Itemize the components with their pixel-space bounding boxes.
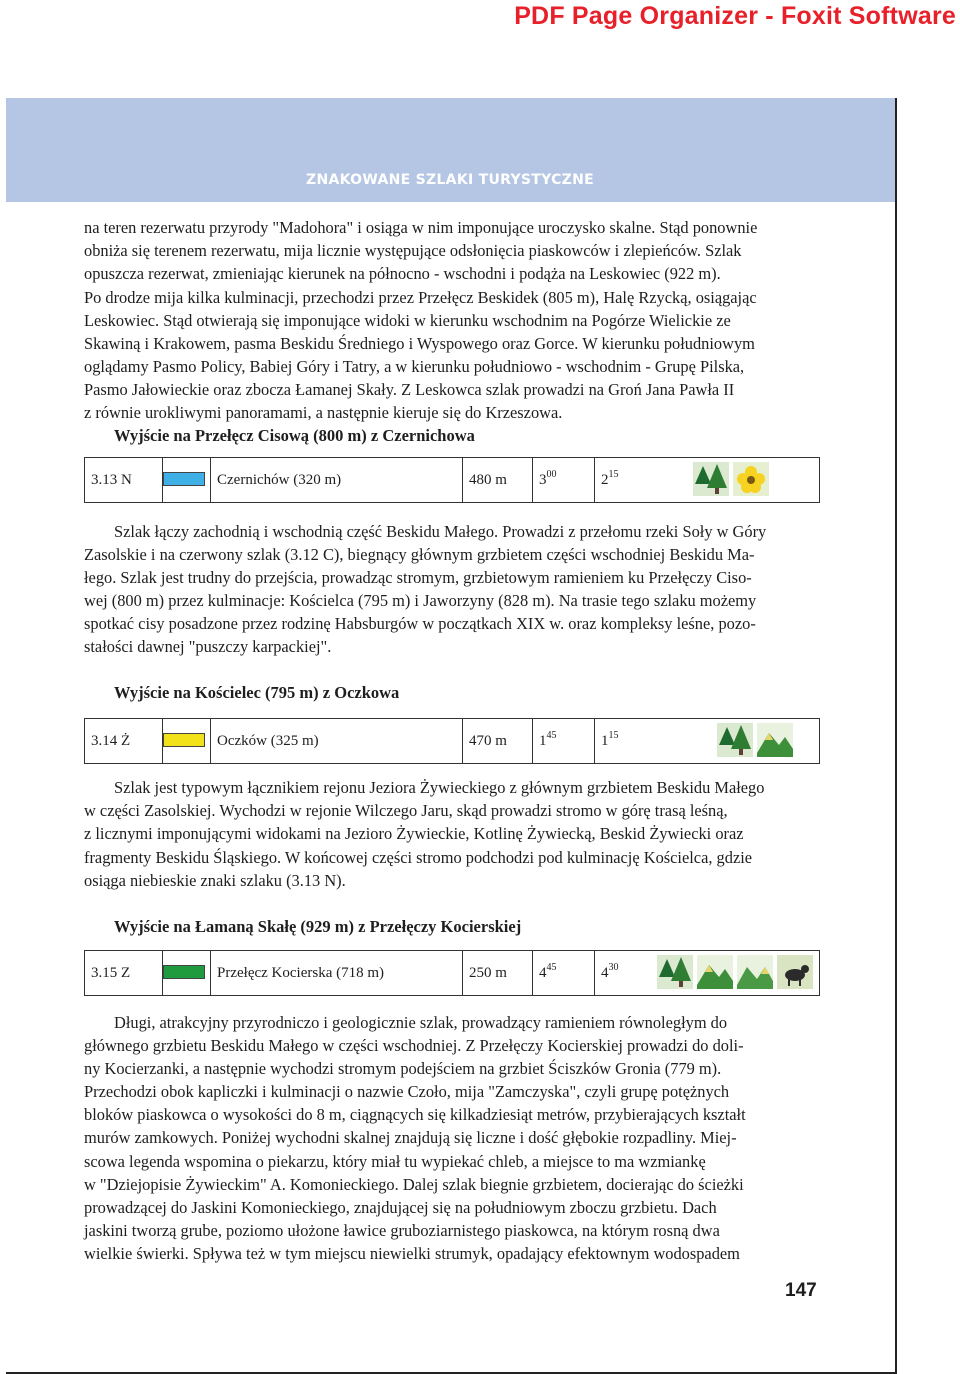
mountain-icon [757,723,793,757]
cell-text: Czernichów (320 m) [217,471,342,488]
trail-color-cell [163,951,211,995]
text-line: murów zamkowych. Poniżej wychodni skalnej znajdują się liczne i dość głębokie rozpadliny. Miej- [84,1128,737,1147]
text-line: obniża się terenem rezerwatu, mija licznie występujące odsłonięcia piaskowców i zlepieńców. Szlak [84,241,742,260]
trail-icons [657,955,813,989]
section-title: ZNAKOWANE SZLAKI TURYSTYCZNE [306,172,594,188]
trail-time-down [595,458,675,502]
trail-table-row [84,457,820,503]
text-line: Leskowiec. Stąd otwierają się imponujące widoki w kierunku wschodnim na Pogórze Wielickie ze [84,311,731,330]
trail-icons [717,723,793,757]
trail-time-down [595,719,675,763]
text-line: Przechodzi obok kapliczki i kulminacji o nazwie Czoło, mija "Zamczyska", czyli grupę potężnych [84,1082,730,1101]
mountain-icon [737,955,773,989]
trail-code [85,458,163,502]
text-line: Długi, atrakcyjny przyrodniczo i geologicznie szlak, prowadzący ramieniem równoległym do [114,1013,728,1032]
text-line: Szlak łączy zachodnią i wschodnią część Beskidu Małego. Prowadzi z przełomu rzeki Soły w Góry [114,522,767,541]
text-line: bloków piaskowca o wysokości do 8 m, ciągnących się kilkadziesiąt metrów, przybierających kształt [84,1105,746,1124]
text-line: na teren rezerwatu przyrody "Madohora" i osiąga w nim imponujące uroczysko skalne. Stąd ponownie [84,218,758,237]
section-heading: Wyjście na Kościelec (795 m) z Oczkowa [114,683,400,702]
trail-time-down [595,951,655,995]
cell-text: Przełęcz Kocierska (718 m) [217,964,385,981]
trail-elevation [463,951,533,995]
text-line: w "Dziejopisie Żywieckim" A. Komonieckiego. Dalej szlak biegnie grzbietem, docierając do ścieżki [84,1175,744,1194]
trail-color-cell [163,719,211,763]
animal-icon [777,955,813,989]
text-line: osiąga niebieskie znaki szlaku (3.13 N). [84,871,346,890]
trail-color-swatch [163,965,205,979]
cell-text: $2^{15}$ [601,468,619,488]
text-line: fragmenty Beskidu Śląskiego. W końcowej części stromo podchodzi pod kulminację Kościelca, gdzie [84,848,753,867]
cell-text: $1^{45}$ [539,729,557,749]
cell-text: 3.15 Z [91,964,131,981]
text-line: głównego grzbietu Beskidu Małego w części wschodniej. Z Przełęczy Kocierskiej prowadzi do doli- [84,1036,744,1055]
text-line: Pasmo Jałowieckie oraz zbocza Łamanej Skały. Z Leskowca szlak prowadzi na Groń Jana Pawła II [84,380,735,399]
text-line: prowadzącej do Jaskini Komonieckiego, znajdującej się na południowym zboczu grzbietu. Dach [84,1198,717,1217]
text-line: jaskini tworzą grube, poziomo ułożone ławice gruboziarnistego piaskowca, na którym rosną dwa [84,1221,720,1240]
cell-text: $3^{00}$ [539,468,557,488]
cell-text: $1^{15}$ [601,729,619,749]
trail-color-swatch [163,472,205,486]
app-title: PDF Page Organizer - Foxit Software [514,2,956,30]
tree-icon [657,955,693,989]
text-line: wielkie świerki. Spływa też w tym miejscu niewielki strumyk, opadający efektownym wodospadem [84,1244,740,1263]
text-line: w części Zasolskiej. Wychodzi w rejonie Wilczego Jaru, skąd prowadzi stromo w górę trasą leśną, [84,801,728,820]
text-line: opuszcza rezerwat, zmieniając kierunek na północno - wschodni i podąża na Leskowiec (922 m). [84,264,721,283]
text-line: stałości dawnej "puszczy karpackiej". [84,637,332,656]
trail-color-swatch [163,733,205,747]
tree-icon [717,723,753,757]
trail-table-row [84,718,820,764]
text-line: ny Kocierzanki, a następnie wychodzi stromym podejściem na grzbiet Ściszków Gronia (779 m). [84,1059,722,1078]
cell-text: Oczków (325 m) [217,732,319,749]
text-line: scowa legenda wspomina o piekarzu, który miał tu wypiekać chleb, a miejsce to ma wzmiankę [84,1152,706,1171]
text-line: Skawiną i Krakowem, pasma Beskidu Średniego i Wyspowego oraz Gorce. W kierunku południowym [84,334,755,353]
section-heading: Wyjście na Łamaną Skałę (929 m) z Przełęczy Kocierskiej [114,917,522,936]
text-line: Po drodze mija kilka kulminacji, przechodzi przez Przełęcz Beskidek (805 m), Halę Rzycką, osiągając [84,288,757,307]
text-line: spotkać cisy posadzone przez rodzinę Habsburgów w początkach XIX w. oraz kompleksy leśne, pozo- [84,614,756,633]
cell-text: 250 m [469,964,507,981]
text-line: Szlak jest typowym łącznikiem rejonu Jeziora Żywieckiego z głównym grzbietem Beskidu Małego [114,778,765,797]
trail-table-row [84,950,820,996]
trail-elevation [463,458,533,502]
cell-text: 3.14 Ż [91,732,131,749]
section-heading: Wyjście na Przełęcz Cisową (800 m) z Czernichowa [114,426,475,445]
text-line: oglądamy Pasmo Policy, Babiej Góry i Tatry, a w kierunku południowo - wschodnim - Grupę Pilska, [84,357,745,376]
trail-code [85,719,163,763]
trail-start [211,951,463,995]
cell-text: $4^{45}$ [539,961,557,981]
cell-text: $4^{30}$ [601,961,619,981]
tree-icon [693,462,729,496]
trail-elevation [463,719,533,763]
trail-start [211,719,463,763]
trail-color-cell [163,458,211,502]
text-line: Zasolskie i na czerwony szlak (3.12 C), biegnący głównym grzbietem części wschodniej Beskidu Ma- [84,545,755,564]
cell-text: 3.13 N [91,471,132,488]
trail-icons [693,462,769,496]
trail-start [211,458,463,502]
flower-icon [733,462,769,496]
text-line: z równie urokliwymi panoramami, a następnie kieruje się do Krzeszowa. [84,403,563,422]
mountain-icon [697,955,733,989]
cell-text: 480 m [469,471,507,488]
text-line: wej (800 m) przez kulminacje: Kościelca (795 m) i Jaworzyny (828 m). Na trasie tego szlaku możemy [84,591,757,610]
trail-time-up [533,951,595,995]
trail-time-up [533,719,595,763]
trail-code [85,951,163,995]
page-number: 147 [785,1280,817,1301]
cell-text: 470 m [469,732,507,749]
text-line: z licznymi imponującymi widokami na Jezioro Żywieckie, Kotlinę Żywiecką, Beskid Żywiecki oraz [84,824,744,843]
text-line: łego. Szlak jest trudny do przejścia, prowadząc stromym, grzbietowym ramieniem ku Przełęczy Ciso- [84,568,752,587]
trail-time-up [533,458,595,502]
